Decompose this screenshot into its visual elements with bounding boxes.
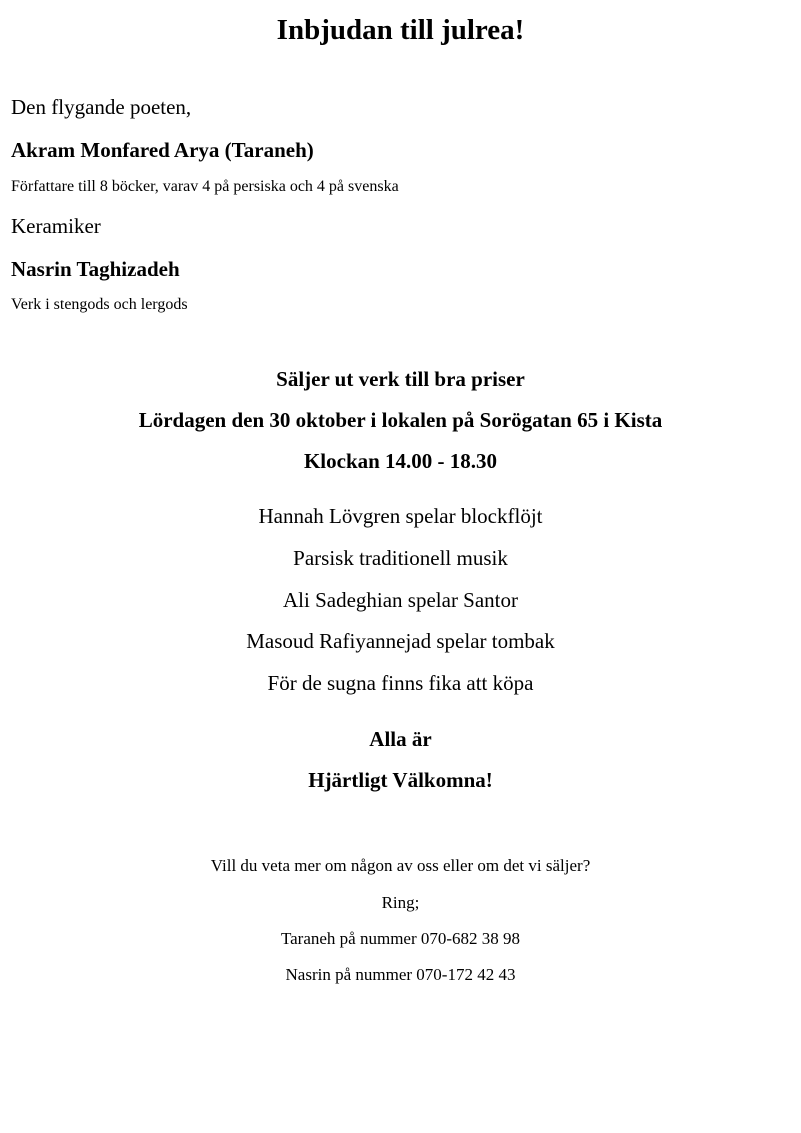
program-item: Masoud Rafiyannejad spelar tombak: [246, 629, 555, 653]
page-title: Inbjudan till julrea!: [276, 14, 525, 46]
poet-name: Akram Monfared Arya (Taraneh): [11, 138, 314, 162]
contact-phone-taraneh: Taraneh på nummer 070-682 38 98: [280, 929, 521, 948]
contact-call: Ring;: [381, 893, 420, 912]
sale-heading: Säljer ut verk till bra priser: [276, 367, 525, 391]
contact-question: Vill du veta mer om någon av oss eller om det vi säljer?: [210, 856, 591, 875]
ceramic-description: Verk i stengods och lergods: [11, 296, 188, 313]
program-item: För de sugna finns fika att köpa: [267, 671, 534, 695]
program-item: Hannah Lövgren spelar blockflöjt: [258, 504, 543, 528]
program-item: Parsisk traditionell musik: [293, 546, 508, 570]
ceramic-name: Nasrin Taghizadeh: [11, 257, 180, 281]
event-time: Klockan 14.00 - 18.30: [303, 449, 498, 473]
program-item: Ali Sadeghian spelar Santor: [282, 588, 519, 612]
event-date-place: Lördagen den 30 oktober i lokalen på Sorögatan 65 i Kista: [138, 408, 663, 432]
welcome-line-2: Hjärtligt Välkomna!: [308, 768, 493, 792]
ceramic-label: Keramiker: [11, 214, 101, 238]
welcome-line-1: Alla är: [369, 727, 432, 751]
poet-description: Författare till 8 böcker, varav 4 på persiska och 4 på svenska: [11, 178, 399, 195]
contact-phone-nasrin: Nasrin på nummer 070-172 42 43: [285, 965, 516, 984]
poet-label: Den flygande poeten,: [11, 95, 192, 119]
